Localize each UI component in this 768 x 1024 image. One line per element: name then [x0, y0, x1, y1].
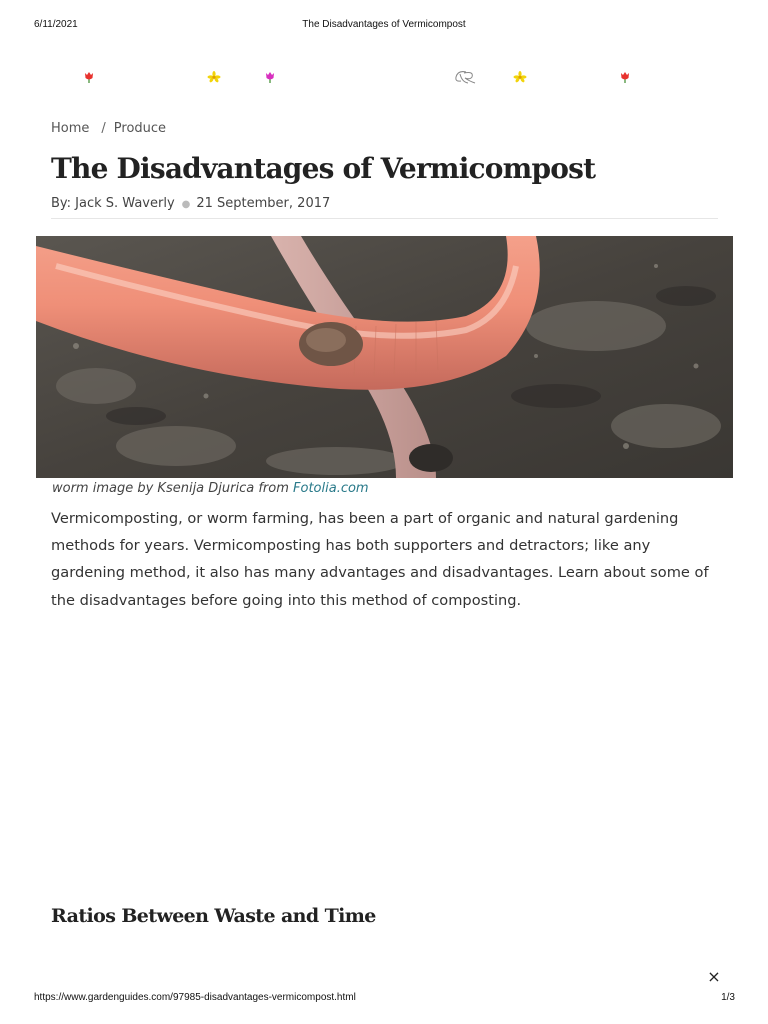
cursive-logo-icon [452, 68, 478, 86]
earthworm-photo-illustration [36, 236, 733, 478]
article-byline [51, 196, 718, 219]
breadcrumb-home-link[interactable]: Home [51, 121, 90, 136]
byline-date: 21 September, 2017 [196, 196, 331, 211]
article-intro: Vermicomposting, or worm farming, has been a part of organic and natural gardening methods for years. Vermicomposting has both supporters and detractors; like any gardening method, it also has many advantages and disadvantages. Learn about some of the disadvantages before going into this method of composting. [51, 510, 709, 609]
daisy-icon [513, 70, 527, 84]
breadcrumb-produce-link[interactable]: Produce [113, 121, 167, 136]
breadcrumb [51, 121, 166, 136]
decorative-flower-row [0, 70, 768, 88]
breadcrumb-separator: / [101, 121, 106, 136]
tulip-icon [618, 70, 632, 84]
print-header [0, 19, 768, 33]
caption-text: worm image by Ksenija Djurica from [52, 481, 294, 496]
print-date: 6/11/2021 [34, 19, 78, 30]
page-title [51, 152, 595, 185]
image-caption [52, 481, 369, 496]
section-heading: Ratios Between Waste and Time [51, 905, 376, 927]
earthworm-photo [36, 236, 733, 478]
caption-source-link[interactable]: Fotolia.com [293, 481, 369, 496]
close-button[interactable]: × [707, 967, 721, 986]
byline-author: By: Jack S. Waverly [51, 196, 175, 211]
print-url: https://www.gardenguides.com/97985-disadvantages-vermicompost.html [34, 992, 356, 1003]
print-doc-title: The Disadvantages of Vermicompost [302, 19, 466, 30]
tulip-icon [82, 70, 96, 84]
print-footer [0, 992, 768, 1006]
byline-dot-separator: ● [181, 199, 191, 210]
page-title-text: The Disadvantages of Vermicompost [51, 152, 596, 185]
daisy-icon [207, 70, 221, 84]
print-page-number: 1/3 [721, 992, 735, 1003]
tulip-icon [263, 70, 277, 84]
